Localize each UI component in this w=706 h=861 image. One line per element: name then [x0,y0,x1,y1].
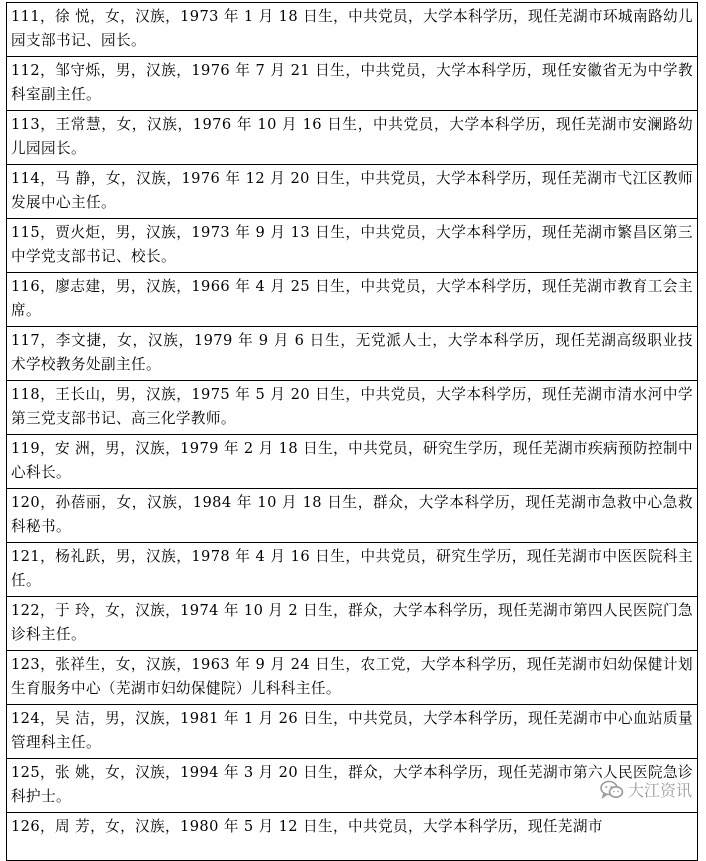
row-text: 126，周 芳，女，汉族，1980 年 5 月 12 日生，中共党员，大学本科学历，现任芜湖市 [7,813,698,861]
table-row [7,165,698,219]
table-row [7,381,698,435]
table-row [7,3,698,57]
row-text: 120，孙蓓丽，女，汉族，1984 年 10 月 18 日生，群众，大学本科学历，现任芜湖市急救中心急救科秘书。 [7,489,698,543]
table-row [7,543,698,597]
table-row [7,759,698,813]
row-text: 122，于 玲，女，汉族，1974 年 10 月 2 日生，群众，大学本科学历，现任芜湖市第四人民医院门急诊科主任。 [7,597,698,651]
table-row [7,273,698,327]
row-text: 119，安 洲，男，汉族，1979 年 2 月 18 日生，中共党员，研究生学历，现任芜湖市疾病预防控制中心科长。 [7,435,698,489]
table-row [7,57,698,111]
row-text: 118，王长山，男，汉族，1975 年 5 月 20 日生，中共党员，大学本科学历，现任芜湖市清水河中学第三党支部书记、高三化学教师。 [7,381,698,435]
row-text: 125，张 姚，女，汉族，1994 年 3 月 20 日生，群众，大学本科学历，现任芜湖市第六人民医院急诊科护士。 [7,759,698,813]
table-row [7,489,698,543]
table-row [7,597,698,651]
row-text: 112，邹守烁，男，汉族，1976 年 7 月 21 日生，中共党员，大学本科学历，现任安徽省无为中学教科室副主任。 [7,57,698,111]
watermark-text: 大江资讯 [627,781,692,800]
table-row-cut-off [7,813,698,861]
row-text: 121，杨礼跃，男，汉族，1978 年 4 月 16 日生，中共党员，研究生学历，现任芜湖市中医医院科主任。 [7,543,698,597]
table-row [7,327,698,381]
row-text: 117，李文捷，女，汉族，1979 年 9 月 6 日生，无党派人士，大学本科学历，现任芜湖高级职业技术学校教务处副主任。 [7,327,698,381]
row-text: 124，吴 洁，男，汉族，1981 年 1 月 26 日生，中共党员，大学本科学历，现任芜湖市中心血站质量管理科主任。 [7,705,698,759]
row-text: 116，廖志建，男，汉族，1966 年 4 月 25 日生，中共党员，大学本科学历，现任芜湖市教育工会主席。 [7,273,698,327]
row-text: 114，马 静，女，汉族，1976 年 12 月 20 日生，中共党员，大学本科学历，现任芜湖市弋江区教师发展中心主任。 [7,165,698,219]
table-row [7,111,698,165]
watermark [600,778,692,801]
row-text: 123，张祥生，女，汉族，1963 年 9 月 24 日生，农工党，大学本科学历，现任芜湖市妇幼保健计划生育服务中心（芜湖市妇幼保健院）儿科科主任。 [7,651,698,705]
table-row [7,435,698,489]
table-body [7,3,698,861]
table-row [7,651,698,705]
table-row [7,705,698,759]
row-text: 113，王常慧，女，汉族，1976 年 10 月 16 日生，中共党员，大学本科学历，现任芜湖市安澜路幼儿园园长。 [7,111,698,165]
wechat-icon [600,780,624,800]
personnel-table [6,2,698,861]
row-text: 115，贾火炬，男，汉族，1973 年 9 月 13 日生，中共党员，大学本科学历，现任芜湖市繁昌区第三中学党支部书记、校长。 [7,219,698,273]
row-text: 111，徐 悦，女，汉族，1973 年 1 月 18 日生，中共党员，大学本科学历，现任芜湖市环城南路幼儿园支部书记、园长。 [7,3,698,57]
table-row [7,219,698,273]
